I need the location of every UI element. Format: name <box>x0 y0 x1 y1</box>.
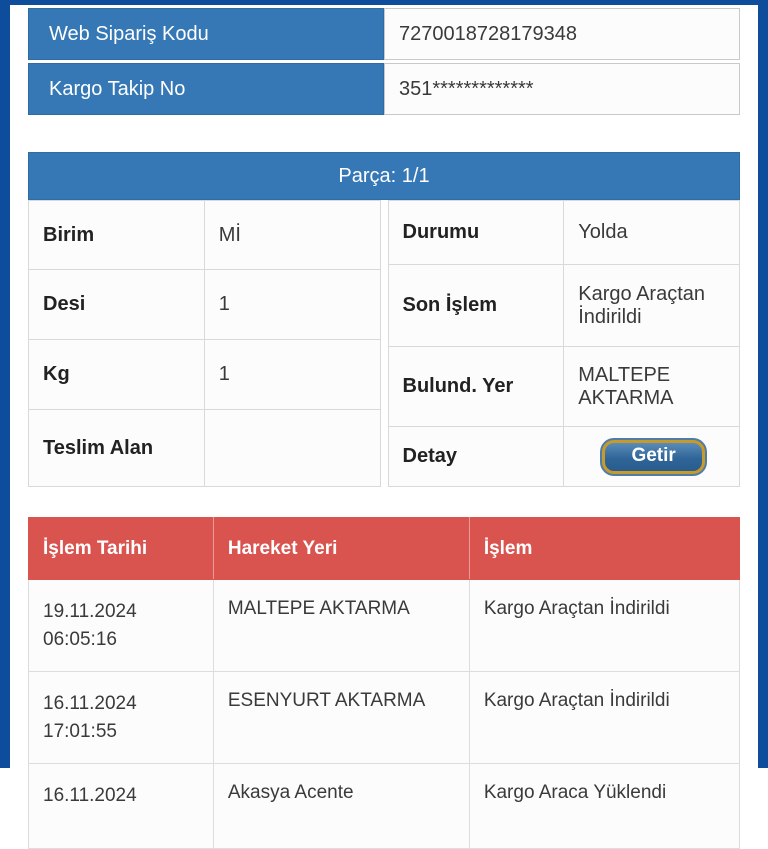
history-location: MALTEPE AKTARMA <box>213 580 469 672</box>
parcel-panel <box>28 152 740 487</box>
kg-value: 1 <box>204 340 380 410</box>
recipient-value <box>204 410 380 487</box>
web-order-code-value: 7270018728179348 <box>384 8 740 60</box>
recipient-label: Teslim Alan <box>29 410 205 487</box>
history-action: Kargo Araca Yüklendi <box>469 764 739 849</box>
history-date: 19.11.2024 <box>43 601 137 622</box>
table-row <box>29 580 740 672</box>
table-row <box>28 8 740 60</box>
parcel-right-table <box>388 200 741 487</box>
history-action: Kargo Araçtan İndirildi <box>469 672 739 764</box>
history-time: 06:05:16 <box>43 628 117 650</box>
table-row <box>29 340 381 410</box>
table-row <box>29 764 740 849</box>
history-datetime <box>29 764 214 849</box>
unit-label: Birim <box>29 201 205 270</box>
table-row <box>388 427 740 487</box>
parcel-left-table <box>28 200 381 487</box>
desi-value: 1 <box>204 270 380 340</box>
history-location: Akasya Acente <box>213 764 469 849</box>
table-row <box>29 201 381 270</box>
last-action-label: Son İşlem <box>388 265 564 347</box>
history-datetime <box>29 672 214 764</box>
parcel-header: Parça: 1/1 <box>28 152 740 200</box>
history-header-location: Hareket Yeri <box>213 518 469 580</box>
desi-label: Desi <box>29 270 205 340</box>
current-location-value: MALTEPE AKTARMA <box>564 347 740 427</box>
status-value: Yolda <box>564 201 740 265</box>
getir-button-label: Getir <box>605 443 701 471</box>
table-row <box>388 347 740 427</box>
last-action-value: Kargo Araçtan İndirildi <box>564 265 740 347</box>
tracking-number-label: Kargo Takip No <box>28 63 384 115</box>
history-datetime <box>29 580 214 672</box>
parcel-body <box>28 200 740 487</box>
getir-button[interactable] <box>600 438 706 476</box>
tracking-number-value: 351************* <box>384 63 740 115</box>
kg-label: Kg <box>29 340 205 410</box>
table-row <box>28 63 740 115</box>
history-action: Kargo Araçtan İndirildi <box>469 580 739 672</box>
table-row <box>29 270 381 340</box>
history-date: 16.11.2024 <box>43 785 137 807</box>
history-header-action: İşlem <box>469 518 739 580</box>
history-date: 16.11.2024 <box>43 693 137 715</box>
detail-button-cell <box>564 427 740 487</box>
history-time: 17:01:55 <box>43 720 117 742</box>
table-row <box>29 672 740 764</box>
current-location-label: Bulund. Yer <box>388 347 564 427</box>
unit-value: Mİ <box>204 201 380 270</box>
web-order-code-label: Web Sipariş Kodu <box>28 8 384 60</box>
history-location: ESENYURT AKTARMA <box>213 672 469 764</box>
order-info-table <box>28 5 740 118</box>
table-row <box>388 265 740 347</box>
table-row <box>388 201 740 265</box>
status-label: Durumu <box>388 201 564 265</box>
table-row <box>29 410 381 487</box>
detail-label: Detay <box>388 427 564 487</box>
history-header-date: İşlem Tarihi <box>29 518 214 580</box>
history-table <box>28 517 740 849</box>
page-content <box>10 5 758 849</box>
history-header-row <box>29 518 740 580</box>
